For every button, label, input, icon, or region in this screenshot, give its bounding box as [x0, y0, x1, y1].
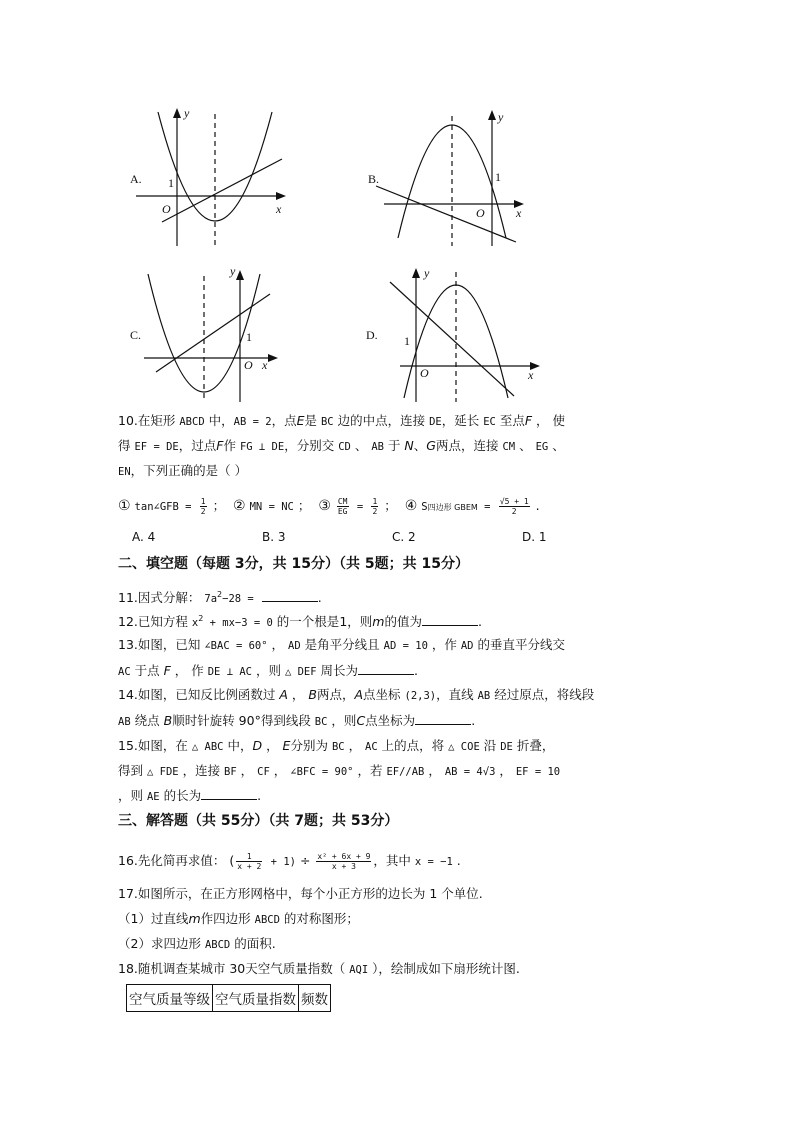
- graph-a: [126, 104, 296, 254]
- q12: 12.已知方程 $x^2 + mx-3 = 0$ 的一个根是1，则m的值为 .: [118, 614, 482, 630]
- q10-line-2: 得 EF = DE，过点F作 FG ⊥ DE，分别交 CD 、 AB 于 N、G两点，连接 CM 、 EG 、: [118, 438, 565, 453]
- graph-a-y: y: [184, 106, 190, 120]
- graph-d-origin: O: [420, 366, 429, 380]
- q13-line-2: AC 于点 F ， 作 DE ⊥ AC ，则 △ DEF 周长为 .: [118, 663, 419, 678]
- graph-c-one: 1: [246, 330, 252, 344]
- q13-line-1: 13.如图，已知 ∠BAC = 60° ， AD 是角平分线且 AD = 10 ，作 AD 的垂直平分线交: [118, 637, 565, 652]
- aqi-table: [126, 984, 331, 1012]
- graph-b-origin: O: [476, 206, 485, 220]
- q15-line-3: ，则 AE 的长为 .: [118, 788, 262, 803]
- graph-d-letter: D.: [366, 328, 378, 342]
- graph-b-one: 1: [495, 170, 501, 184]
- graph-d-svg: [364, 262, 544, 412]
- aqi-header-index: 空气质量指数: [213, 985, 299, 1012]
- graph-d-x: x: [528, 368, 534, 382]
- graph-a-letter: A.: [130, 172, 142, 186]
- aqi-table-header-row: [127, 985, 331, 1012]
- q10-option-b: B. 3: [262, 530, 286, 544]
- q17-line-1: 17.如图所示，在正方形网格中，每个小正方形的边长为 1 个单位.: [118, 886, 483, 901]
- graph-a-origin: O: [162, 202, 171, 216]
- graph-c: [126, 262, 296, 412]
- graph-d-one: 1: [404, 334, 410, 348]
- q15-line-2: 得到 △ FDE ，连接 BF ， CF ， ∠BFC = 90° ，若 EF//AB ， AB = 4√3 ， EF = 10: [118, 763, 561, 778]
- aqi-header-frequency: 频数: [299, 985, 331, 1012]
- graph-d: [364, 262, 544, 412]
- graph-b-y: y: [498, 110, 504, 124]
- q10-option-a: A. 4: [132, 530, 156, 544]
- q17-part-2: （2）求四边形 ABCD 的面积.: [118, 936, 276, 951]
- graph-a-x: x: [276, 202, 282, 216]
- graph-b: [366, 104, 536, 254]
- graph-b-letter: B.: [368, 172, 380, 186]
- q17-part-1: （1）过直线m作四边形 ABCD 的对称图形；: [118, 911, 359, 926]
- graph-c-x: x: [262, 358, 268, 372]
- graph-a-svg: [126, 104, 296, 254]
- graph-b-x: x: [516, 206, 522, 220]
- graph-c-origin: O: [244, 358, 253, 372]
- graph-c-y: y: [230, 264, 236, 278]
- q18: 18.随机调查某城市 30天空气质量指数（ AQI ），绘制成如下扇形统计图.: [118, 961, 520, 976]
- q14-line-2: AB 绕点 B顺时针旋转 90°得到线段 BC ，则C点坐标为 .: [118, 713, 476, 728]
- graph-a-one: 1: [168, 176, 174, 190]
- section-2-heading: 二、填空题（每题 3分，共 15分）（共 5题；共 15分）: [118, 556, 469, 572]
- graph-b-svg: [366, 104, 536, 254]
- q11: 11.因式分解： $7a^2-28$ = .: [118, 590, 322, 606]
- q10-statements: ① tan∠GFB = $\frac{1}{2}$ ； ② MN = NC ； ③ $\frac{CM}{EG}$ = $\frac{1}{2}$ ； ④ S四边形 GBEM = $\frac{√5 + 1}{2}$ .: [118, 497, 540, 516]
- section-3-heading: 三、解答题（共 55分）（共 7题；共 53分）: [118, 813, 399, 829]
- graph-c-svg: [126, 262, 296, 412]
- aqi-header-level: 空气质量等级: [127, 985, 213, 1012]
- q10-option-c: C. 2: [392, 530, 416, 544]
- q15-line-1: 15.如图，在 △ ABC 中，D ， E分别为 BC ， AC 上的点，将 △ COE 沿 DE 折叠，: [118, 738, 555, 753]
- q10-line-3: EN，下列正确的是（ ）: [118, 463, 248, 478]
- q10-line-1: 10.在矩形 ABCD 中，AB = 2，点E是 BC 边的中点，连接 DE，延长 EC 至点F ， 使: [118, 413, 566, 428]
- graph-c-letter: C.: [130, 328, 142, 342]
- q16: 16.先化简再求值： ( $\frac{1}{x + 2}$ + 1) ÷ $\frac{\text{x² + 6x + 9}}{x + 3}$ ，其中 x = −1 .: [118, 852, 461, 871]
- q14-line-1: 14.如图，已知反比例函数过 A ， B两点，A点坐标 (2,3)，直线 AB 经过原点，将线段: [118, 687, 595, 702]
- q10-option-d: D. 1: [522, 530, 547, 544]
- graph-d-y: y: [424, 266, 430, 280]
